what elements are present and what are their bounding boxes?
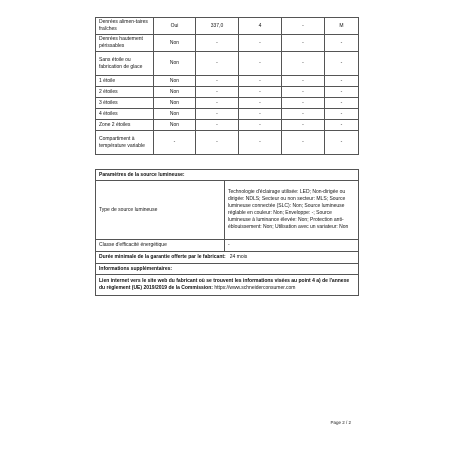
manufacturer-link-label: Lien internet vers le site web du fabricant où se trouvent les informations visées au point 4 a) de l'annexe du règlement (UE) 2019/2019 de la Commission: (99, 278, 350, 291)
table-cell: - (282, 52, 325, 76)
table-cell: Non (154, 98, 196, 109)
table-cell: - (239, 131, 282, 155)
page-number: Page 2 / 2 (330, 420, 351, 425)
additional-info-title: Informations supplémentaires: (96, 264, 359, 275)
table-cell: Non (154, 52, 196, 76)
table-cell: - (196, 131, 239, 155)
table-cell: - (325, 109, 359, 120)
table-cell: Non (154, 35, 196, 52)
light-source-section-title: Paramètres de la source lumineuse: (96, 170, 359, 181)
table-row (96, 98, 359, 109)
table-row (96, 87, 359, 98)
warranty-label: Durée minimale de la garantie offerte par le fabricant: (99, 254, 226, 260)
light-source-type-value: Technologie d'éclairage utilisée: LED; Non-dirigée ou dirigée: NDLS; Secteur ou non secteur: MLS; Source lumineuse connectée (SLC): Non; Source lumineuse réglable en couleur: Non; Enveloppe: -; Source lumineuse à luminance élevée: Non; Protection anti-éblouissement: Non; Utilisation avec un variateur: Non (225, 181, 359, 240)
manufacturer-link-cell (96, 275, 359, 296)
table-cell: - (239, 109, 282, 120)
table-row (96, 76, 359, 87)
light-source-section-row (96, 170, 359, 181)
light-source-type-label: Type de source lumineuse (96, 181, 225, 240)
warranty-cell (96, 252, 359, 264)
table-cell: - (325, 120, 359, 131)
compartment-label: 1 étoile (96, 76, 154, 87)
table-cell: - (325, 131, 359, 155)
compartment-label: Denrées hautement périssables (96, 35, 154, 52)
table-cell: - (239, 35, 282, 52)
energy-efficiency-row (96, 240, 359, 252)
table-cell: 4 (239, 18, 282, 35)
table-cell: - (282, 76, 325, 87)
table-row (96, 120, 359, 131)
table-cell: - (325, 52, 359, 76)
table-cell: - (282, 18, 325, 35)
light-source-table (95, 169, 359, 296)
table-row (96, 131, 359, 155)
manufacturer-link[interactable]: https://www.schneiderconsumer.com (214, 285, 296, 291)
light-source-type-row (96, 181, 359, 240)
table-row (96, 18, 359, 35)
table-cell: - (196, 52, 239, 76)
table-row (96, 35, 359, 52)
energy-efficiency-label: Classe d'efficacité énergétique (96, 240, 225, 252)
table-cell: - (154, 131, 196, 155)
table-cell: Non (154, 76, 196, 87)
table-cell: - (325, 35, 359, 52)
table-cell: 337,0 (196, 18, 239, 35)
table-cell: - (196, 120, 239, 131)
compartment-label: Denrées alimen-taires fraîches (96, 18, 154, 35)
table-cell: - (239, 52, 282, 76)
table-cell: Oui (154, 18, 196, 35)
table-cell: - (239, 87, 282, 98)
compartment-label: 2 étoiles (96, 87, 154, 98)
compartment-label: Sans étoile ou fabrication de glace (96, 52, 154, 76)
energy-efficiency-value: - (225, 240, 359, 252)
compartment-label: Zone 2 étoiles (96, 120, 154, 131)
table-cell: - (282, 131, 325, 155)
table-cell: M (325, 18, 359, 35)
table-cell: - (325, 87, 359, 98)
table-cell: Non (154, 120, 196, 131)
table-cell: - (196, 109, 239, 120)
table-cell: - (239, 120, 282, 131)
table-cell: - (282, 87, 325, 98)
compartment-label: 3 étoiles (96, 98, 154, 109)
warranty-row (96, 252, 359, 264)
compartment-label: 4 étoiles (96, 109, 154, 120)
manufacturer-link-row (96, 275, 359, 296)
warranty-value: 24 mois (229, 254, 248, 260)
table-cell: - (282, 109, 325, 120)
table-cell: - (282, 120, 325, 131)
compartment-label: Compartiment à température variable (96, 131, 154, 155)
table-cell: - (325, 76, 359, 87)
compartment-classes-table (95, 17, 359, 155)
table-cell: - (196, 98, 239, 109)
table-cell: - (282, 98, 325, 109)
table-cell: - (196, 76, 239, 87)
table-row (96, 52, 359, 76)
table-cell: Non (154, 109, 196, 120)
table-cell: - (282, 35, 325, 52)
table-row (96, 109, 359, 120)
table-cell: - (196, 87, 239, 98)
table-cell: - (196, 35, 239, 52)
table-cell: - (239, 98, 282, 109)
table-cell: Non (154, 87, 196, 98)
compartment-classes-body (96, 18, 359, 155)
additional-info-row (96, 264, 359, 275)
table-cell: - (325, 98, 359, 109)
table-cell: - (239, 76, 282, 87)
